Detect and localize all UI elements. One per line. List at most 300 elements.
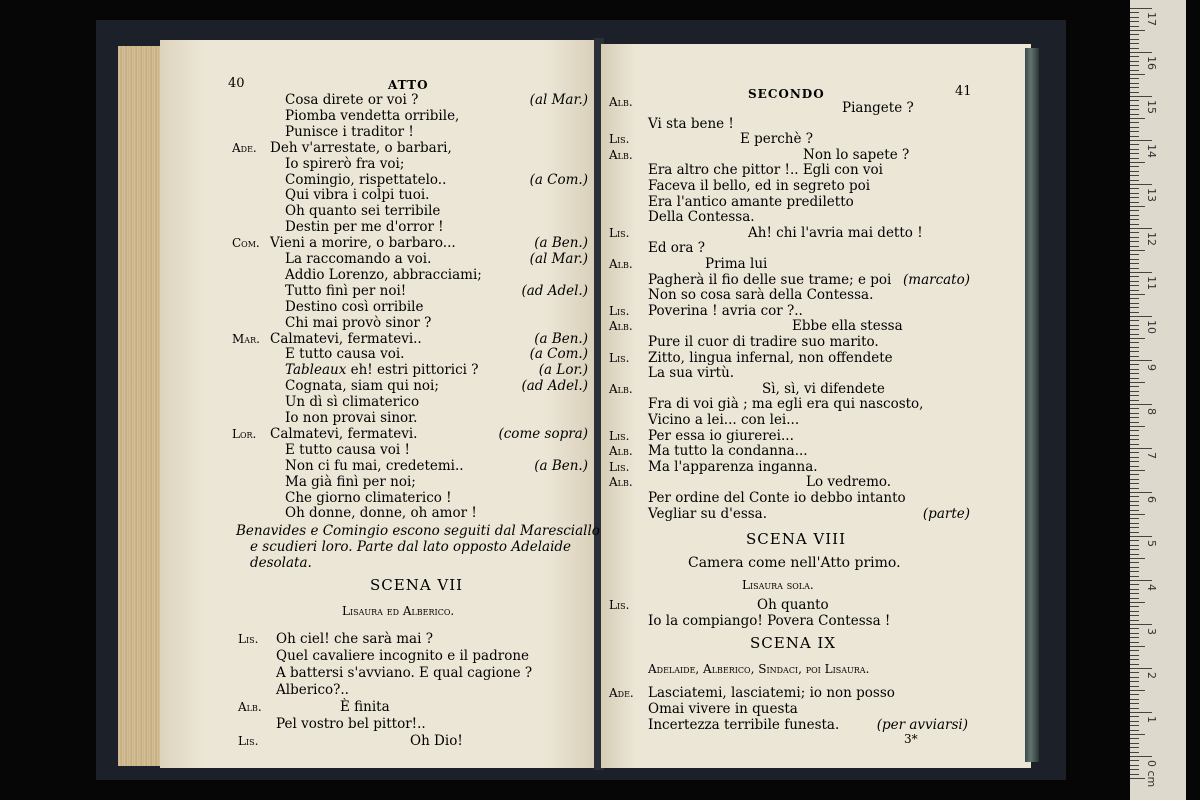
dialogue-line: Era altro che pittor !.. Egli con voi [648, 162, 883, 179]
ruler-number: 17 [1145, 12, 1158, 26]
ruler-tick [1130, 756, 1152, 757]
dialogue-line: Poverina ! avria cor ?.. [648, 302, 803, 319]
ruler-tick [1130, 175, 1139, 176]
dialogue-line: Vieni a morire, o barbaro... [270, 235, 456, 252]
ruler-tick [1130, 620, 1139, 621]
ruler-tick [1130, 325, 1139, 326]
scene-title: SCENA IX [750, 634, 837, 653]
ruler-tick [1130, 364, 1139, 365]
stage-direction: (a Ben.) [534, 457, 588, 474]
ruler-tick [1130, 342, 1139, 343]
ruler-unit-label: 0 cm [1145, 760, 1158, 788]
ruler-tick [1130, 760, 1139, 761]
ruler-number: 7 [1145, 452, 1158, 459]
ruler-tick [1130, 369, 1139, 370]
dialogue-line: Vicino a lei... con lei... [648, 412, 800, 428]
dialogue-line: Ma tutto la condanna... [648, 443, 808, 460]
ruler-tick [1130, 52, 1152, 53]
dialogue-line: Alberico?.. [276, 682, 349, 699]
ruler-tick [1130, 422, 1139, 423]
scene-cast: Adelaide, Alberico, Sindaci, poi Lisaura. [648, 662, 870, 677]
dialogue-line: E tutto causa voi ! [285, 441, 410, 458]
dialogue-line: Non lo sapete ? [803, 146, 910, 163]
page-number-left: 40 [228, 76, 245, 91]
ruler-tick [1130, 87, 1139, 88]
ruler-tick [1130, 510, 1139, 511]
speaker-label: Alb. [609, 381, 633, 396]
ruler-tick [1130, 752, 1139, 753]
stage-direction: (a Ben.) [534, 235, 588, 252]
ruler-tick [1130, 712, 1152, 713]
stage-direction: (per avviarsi) [876, 717, 968, 734]
ruler-tick [1130, 202, 1139, 203]
ruler-tick [1130, 774, 1139, 775]
ruler-number: 11 [1145, 276, 1158, 290]
ruler-tick [1130, 303, 1139, 304]
stage-direction-paragraph: Benavides e Comingio escono seguiti dal Maresciallo [236, 523, 600, 540]
running-header-left: ATTO [388, 78, 429, 92]
dialogue-line: Deh v'arrestate, o barbari, [270, 139, 452, 156]
scene-title: SCENA VII [370, 576, 464, 595]
stage-direction: (parte) [922, 505, 970, 522]
ruler-tick [1130, 734, 1145, 735]
dialogue-line: Lasciatemi, lasciatemi; io non posso [648, 685, 895, 702]
ruler-tick [1130, 206, 1145, 207]
speaker-label: Lis. [609, 459, 630, 474]
ruler-tick [1130, 716, 1139, 717]
ruler-tick [1130, 650, 1139, 651]
ruler-tick [1130, 316, 1152, 317]
ruler-tick [1130, 624, 1152, 625]
dialogue-line: Oh donne, donne, oh amor ! [285, 505, 477, 522]
ruler-tick [1130, 276, 1139, 277]
ruler-number: 13 [1145, 188, 1158, 202]
ruler-number: 15 [1145, 100, 1158, 114]
measurement-ruler [1130, 0, 1186, 800]
ruler-tick [1130, 338, 1145, 339]
dialogue-line: Non ci fu mai, credetemi.. [285, 457, 464, 474]
ruler-tick [1130, 210, 1139, 211]
ruler-tick [1130, 39, 1139, 40]
ruler-tick [1130, 34, 1139, 35]
ruler-tick [1130, 144, 1139, 145]
ruler-tick [1130, 65, 1139, 66]
ruler-tick [1130, 268, 1139, 269]
speaker-label: Lis. [238, 632, 259, 647]
dialogue-line: Per ordine del Conte io debbo intanto [648, 490, 906, 506]
speaker-label: Lis. [609, 303, 630, 318]
dialogue-line: Ma già finì per noi; [285, 473, 416, 490]
dialogue-line: Pure il cuor di tradire suo marito. [648, 334, 879, 350]
dialogue-line: E tutto causa voi. [285, 346, 405, 363]
dialogue-line: Tutto finì per noi! [285, 282, 407, 299]
ruler-tick [1130, 281, 1139, 282]
ruler-tick [1130, 26, 1139, 27]
ruler-tick [1130, 496, 1139, 497]
ruler-tick [1130, 360, 1152, 361]
ruler-tick [1130, 642, 1139, 643]
speaker-label: Lis. [609, 225, 630, 240]
signature-mark: 3* [904, 732, 918, 747]
ruler-tick [1130, 646, 1145, 647]
ruler-tick [1130, 668, 1152, 669]
ruler-tick [1130, 730, 1139, 731]
dialogue-line: Prima lui [705, 256, 768, 272]
ruler-tick [1130, 70, 1139, 71]
ruler-tick [1130, 228, 1152, 229]
ruler-tick [1130, 290, 1139, 291]
ruler-tick [1130, 461, 1139, 462]
dialogue-line: Zitto, lingua infernal, non offendete [648, 349, 893, 366]
ruler-tick [1130, 576, 1139, 577]
ruler-tick [1130, 320, 1139, 321]
ruler-tick [1130, 215, 1139, 216]
ruler-tick [1130, 659, 1139, 660]
ruler-tick [1130, 312, 1139, 313]
ruler-tick [1130, 694, 1139, 695]
dialogue-line: Non so cosa sarà della Contessa. [648, 287, 874, 304]
speaker-label: Lis. [609, 132, 630, 147]
ruler-tick [1130, 562, 1139, 563]
ruler-tick [1130, 514, 1145, 515]
right-board-edge [1025, 48, 1039, 762]
ruler-tick [1130, 708, 1139, 709]
dialogue-line: Comingio, rispettatelo.. [285, 171, 447, 188]
stage-direction: (come sopra) [498, 425, 588, 442]
ruler-tick [1130, 400, 1139, 401]
ruler-tick [1130, 21, 1139, 22]
stage-direction: (al Mar.) [529, 92, 588, 108]
ruler-tick [1130, 109, 1139, 110]
ruler-tick [1130, 593, 1139, 594]
ruler-number: 5 [1145, 540, 1158, 547]
dialogue-line: Io la compiango! Povera Contessa ! [648, 613, 891, 630]
ruler-tick [1130, 527, 1139, 528]
ruler-tick [1130, 584, 1139, 585]
dialogue-line: A battersi s'avviano. E qual cagione ? [276, 665, 533, 682]
ruler-tick [1130, 224, 1139, 225]
ruler-tick [1130, 259, 1139, 260]
scene-cast: Lisaura sola. [742, 578, 814, 593]
dialogue-line: Piomba vendetta orribile, [285, 107, 460, 124]
ruler-tick [1130, 483, 1139, 484]
ruler-tick [1130, 479, 1139, 480]
dialogue-line: Io non provai sinor. [285, 410, 418, 426]
ruler-number: 6 [1145, 496, 1158, 503]
ruler-tick [1130, 92, 1139, 93]
dialogue-line: Ma l'apparenza inganna. [648, 458, 818, 475]
ruler-tick [1130, 12, 1139, 13]
ruler-tick [1130, 74, 1145, 75]
dialogue-line: E perchè ? [740, 131, 814, 148]
speaker-label: Com. [232, 236, 260, 251]
ruler-tick [1130, 690, 1145, 691]
ruler-tick [1130, 100, 1139, 101]
dialogue-line: La sua virtù. [648, 365, 735, 382]
ruler-tick [1130, 681, 1139, 682]
dialogue-line: Cosa direte or voi ? [285, 92, 419, 108]
ruler-tick [1130, 558, 1145, 559]
dialogue-line: Calmatevi, fermatevi. [270, 425, 418, 442]
ruler-tick [1130, 219, 1139, 220]
ruler-tick [1130, 285, 1139, 286]
ruler-tick [1130, 232, 1139, 233]
ruler-tick [1130, 664, 1139, 665]
dialogue-line: Tableaux eh! estri pittorici ? [285, 362, 479, 379]
ruler-tick [1130, 272, 1152, 273]
ruler-tick [1130, 197, 1139, 198]
dialogue-line: Vi sta bene ! [648, 115, 734, 132]
ruler-tick [1130, 602, 1145, 603]
dialogue-line: Punisce i traditor ! [285, 123, 414, 140]
ruler-tick [1130, 48, 1139, 49]
stage-direction: (ad Adel.) [521, 378, 588, 395]
ruler-tick [1130, 395, 1139, 396]
ruler-number: 12 [1145, 232, 1158, 246]
speaker-label: Ade. [609, 686, 634, 701]
ruler-number: 16 [1145, 56, 1158, 70]
ruler-tick [1130, 699, 1139, 700]
ruler-tick [1130, 672, 1139, 673]
ruler-tick [1130, 193, 1139, 194]
dialogue-line: Faceva il bello, ed in segreto poi [648, 178, 871, 194]
ruler-tick [1130, 162, 1145, 163]
ruler-tick [1130, 83, 1139, 84]
ruler-tick [1130, 417, 1139, 418]
ruler-tick [1130, 356, 1139, 357]
ruler-tick [1130, 448, 1152, 449]
ruler-tick [1130, 347, 1139, 348]
dialogue-line: Per essa io giurerei... [648, 427, 794, 444]
dialogue-line: Omai vivere in questa [648, 701, 798, 718]
ruler-tick [1130, 580, 1152, 581]
ruler-number: 14 [1145, 144, 1158, 158]
ruler-tick [1130, 188, 1139, 189]
ruler-tick [1130, 677, 1139, 678]
ruler-tick [1130, 501, 1139, 502]
dialogue-line: Oh quanto [757, 597, 829, 614]
ruler-tick [1130, 334, 1139, 335]
ruler-tick [1130, 294, 1145, 295]
scene-setting: Camera come nell'Atto primo. [688, 555, 901, 572]
stage-direction: (a Com.) [529, 346, 588, 363]
dialogue-line: Io spirerò fra voi; [285, 155, 405, 172]
ruler-tick [1130, 114, 1139, 115]
dialogue-line: Che giorno climaterico ! [285, 489, 452, 506]
stage-direction: (marcato) [903, 271, 970, 288]
ruler-tick [1130, 17, 1139, 18]
ruler-tick [1130, 567, 1139, 568]
ruler-tick [1130, 386, 1139, 387]
dialogue-line: Piangete ? [842, 100, 914, 116]
ruler-tick [1130, 430, 1139, 431]
ruler-tick [1130, 703, 1139, 704]
ruler-tick [1130, 540, 1139, 541]
scene-cast: Lisaura ed Alberico. [342, 604, 455, 619]
ruler-tick [1130, 171, 1139, 172]
ruler-tick [1130, 56, 1139, 57]
ruler-tick [1130, 329, 1139, 330]
ruler-tick [1130, 747, 1139, 748]
stage-direction: (a Ben.) [534, 330, 588, 347]
ruler-number: 9 [1145, 364, 1158, 371]
ruler-tick [1130, 404, 1152, 405]
stage-direction: (ad Adel.) [521, 282, 588, 299]
ruler-tick [1130, 351, 1139, 352]
ruler-tick [1130, 166, 1139, 167]
ruler-tick [1130, 549, 1139, 550]
ruler-number: 8 [1145, 408, 1158, 415]
ruler-tick [1130, 298, 1139, 299]
ruler-tick [1130, 637, 1139, 638]
ruler-number: 2 [1145, 672, 1158, 679]
ruler-tick [1130, 254, 1139, 255]
speaker-label: Alb. [238, 700, 262, 715]
ruler-tick [1130, 127, 1139, 128]
dialogue-line: Ah! chi l'avria mai detto ! [748, 224, 923, 241]
dialogue-line: Ebbe ella stessa [792, 318, 903, 335]
ruler-tick [1130, 743, 1139, 744]
ruler-tick [1130, 180, 1139, 181]
dialogue-line: Vegliar su d'essa. [648, 505, 768, 522]
ruler-tick [1130, 439, 1139, 440]
ruler-tick [1130, 30, 1145, 31]
ruler-tick [1130, 492, 1152, 493]
dialogue-line: Destino così orribile [285, 298, 424, 315]
speaker-label: Lis. [609, 428, 630, 443]
ruler-tick [1130, 686, 1139, 687]
ruler-tick [1130, 466, 1139, 467]
ruler-tick [1130, 373, 1139, 374]
ruler-number: 10 [1145, 320, 1158, 334]
ruler-tick [1130, 246, 1139, 247]
ruler-tick [1130, 628, 1139, 629]
ruler-tick [1130, 8, 1152, 9]
ruler-tick [1130, 518, 1139, 519]
ruler-tick [1130, 606, 1139, 607]
ruler-tick [1130, 136, 1139, 137]
ruler-tick [1130, 536, 1152, 537]
ruler-tick [1130, 523, 1139, 524]
ruler-tick [1130, 598, 1139, 599]
ruler-tick [1130, 307, 1139, 308]
ruler-tick [1130, 738, 1139, 739]
speaker-label: Lis. [609, 598, 630, 613]
speaker-label: Alb. [609, 147, 633, 162]
running-header-right: SECONDO [748, 87, 825, 101]
ruler-tick [1130, 250, 1145, 251]
ruler-tick [1130, 96, 1152, 97]
dialogue-line: Sì, sì, vi difendete [762, 380, 885, 397]
dialogue-line: La raccomando a voi. [285, 251, 432, 267]
ruler-tick [1130, 391, 1139, 392]
dialogue-line: Pagherà il fio delle sue trame; e poi [648, 271, 892, 288]
ruler-tick [1130, 778, 1145, 779]
speaker-label: Alb. [609, 475, 633, 490]
dialogue-line: Lo vedremo. [806, 474, 892, 491]
stage-direction: (al Mar.) [529, 251, 588, 267]
ruler-tick [1130, 571, 1139, 572]
ruler-tick [1130, 474, 1139, 475]
ruler-tick [1130, 237, 1139, 238]
ruler-tick [1130, 382, 1145, 383]
page-number-right: 41 [955, 84, 972, 99]
ruler-tick [1130, 413, 1139, 414]
ruler-tick [1130, 470, 1145, 471]
dialogue-line: Oh ciel! che sarà mai ? [276, 631, 433, 648]
ruler-tick [1130, 611, 1139, 612]
stage-direction: (a Lor.) [538, 362, 588, 379]
dialogue-line: Cognata, siam qui noi; [285, 378, 439, 395]
speaker-label: Alb. [609, 257, 633, 271]
ruler-tick [1130, 765, 1139, 766]
dialogue-line: Addio Lorenzo, abbracciami; [285, 266, 482, 283]
dialogue-line: Incertezza terribile funesta. [648, 717, 840, 734]
dialogue-line: È finita [340, 699, 390, 716]
ruler-tick [1130, 532, 1139, 533]
dialogue-line: Ed ora ? [648, 240, 705, 257]
speaker-label: Lor. [232, 426, 257, 441]
ruler-tick [1130, 426, 1145, 427]
speaker-label: Alb. [609, 319, 633, 334]
ruler-tick [1130, 589, 1139, 590]
speaker-label: Alb. [609, 444, 633, 459]
ruler-tick [1130, 263, 1139, 264]
dialogue-line: Oh Dio! [410, 733, 463, 750]
ruler-number: 3 [1145, 628, 1158, 635]
ruler-tick [1130, 140, 1152, 141]
ruler-tick [1130, 721, 1139, 722]
scene-title: SCENA VIII [746, 530, 847, 549]
dialogue-line: Chi mai provò sinor ? [285, 314, 432, 331]
ruler-number: 4 [1145, 584, 1158, 591]
dialogue-line: Oh quanto sei terribile [285, 203, 441, 220]
dialogue-line: Pel vostro bel pittor!.. [276, 716, 426, 733]
ruler-tick [1130, 158, 1139, 159]
ruler-tick [1130, 505, 1139, 506]
speaker-label: Ade. [232, 140, 257, 155]
stage-direction-paragraph: e scudieri loro. Parte dal lato opposto Adelaide [250, 539, 572, 556]
ruler-tick [1130, 435, 1139, 436]
ruler-tick [1130, 554, 1139, 555]
ruler-tick [1130, 488, 1139, 489]
ruler-number: 1 [1145, 716, 1158, 723]
ruler-tick [1130, 153, 1139, 154]
ruler-tick [1130, 131, 1139, 132]
dialogue-line: Qui vibra i colpi tuoi. [285, 187, 430, 204]
stage-direction: (a Com.) [529, 171, 588, 188]
ruler-tick [1130, 545, 1139, 546]
dialogue-line: Della Contessa. [648, 209, 755, 226]
ruler-tick [1130, 184, 1152, 185]
speaker-label: Mar. [232, 331, 260, 346]
dialogue-line: Destin per me d'orror ! [285, 219, 444, 236]
stage-direction-paragraph: desolata. [250, 555, 312, 572]
ruler-tick [1130, 61, 1139, 62]
ruler-tick [1130, 43, 1139, 44]
dialogue-line: Un dì sì climaterico [285, 394, 420, 411]
ruler-tick [1130, 408, 1139, 409]
dialogue-line: Era l'antico amante prediletto [648, 193, 854, 210]
ruler-tick [1130, 122, 1139, 123]
ruler-tick [1130, 149, 1139, 150]
ruler-tick [1130, 444, 1139, 445]
ruler-tick [1130, 655, 1139, 656]
dialogue-line: Fra di voi già ; ma egli era qui nascosto, [648, 396, 924, 413]
ruler-tick [1130, 78, 1139, 79]
dialogue-line: Quel cavaliere incognito e il padrone [276, 648, 530, 665]
speaker-label: Alb. [609, 95, 633, 109]
